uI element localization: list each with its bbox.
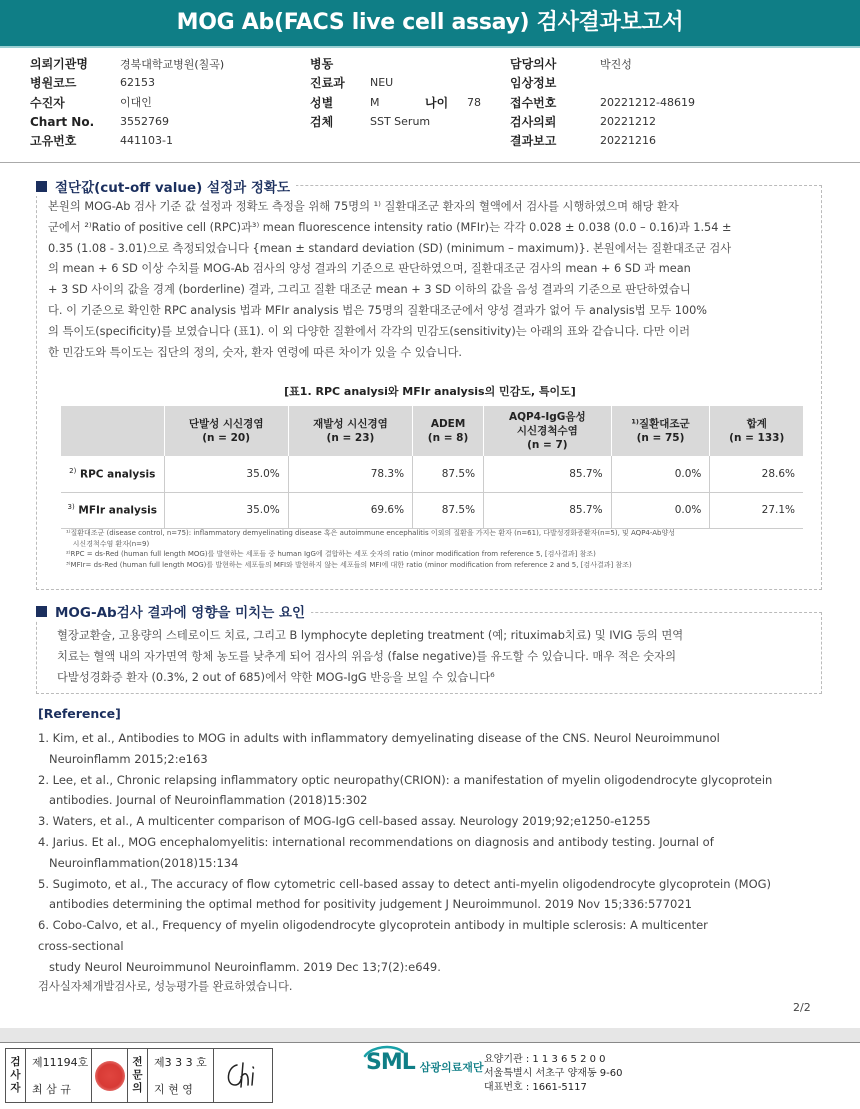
reference-list <box>38 728 828 978</box>
footer-band <box>0 1028 860 1042</box>
info-value: 20221216 <box>600 134 656 148</box>
info-row <box>30 131 830 150</box>
table-cell: 85.7% <box>484 456 612 492</box>
info-value: 20221212-48619 <box>600 95 695 109</box>
header-line: (n = 20) <box>202 432 251 444</box>
examiner-license: 제11194호 <box>32 1056 89 1070</box>
label-char: 전 <box>132 1056 143 1068</box>
reference-item <box>38 811 828 832</box>
paragraph-line: + 3 SD 사이의 값을 경계 (borderline) 결과, 그리고 질환 대조군 mean + 3 SD 이하의 값을 음성 결과의 기준으로 판단하였습니 <box>48 283 691 297</box>
paragraph-line: 의 특이도(specificity)를 보였습니다 (표1). 이 외 다양한 질환에서 각각의 민감도(sensitivity)는 아래의 표와 같습니다. 다만 이러 <box>48 324 691 338</box>
section1-heading <box>36 176 296 196</box>
footnote: ²⁾RPC = ds-Red (human full length MOG)를 발현하는 세포들 중 human IgG에 결합하는 세포 숫자의 ratio (minor modification from reference 5, [검사결과] 참조) <box>66 550 596 558</box>
row-label <box>61 456 164 492</box>
section2-paragraph <box>57 626 817 688</box>
table-row <box>61 456 803 492</box>
table-cell: 35.0% <box>164 492 288 528</box>
footer-divider <box>0 1042 860 1043</box>
paragraph-line: 혈장교환술, 고용량의 스테로이드 치료, 그리고 B lymphocyte depleting treatment (예; rituximab치료) 및 IVIG 등의 면역 <box>57 629 684 642</box>
header-line: (n = 8) <box>427 432 469 444</box>
org-name: 삼광의료재단 <box>419 1061 484 1074</box>
footnote: ¹⁾질환대조군 (disease control, n=75): inflammatory demyelinating disease 혹은 autoimmune encephalitis 이외의 질환을 가지는 환자 (n=61), 다발성경화증환자(n=5), 및 AQP4-Ab양성 <box>66 529 675 537</box>
info-label: 담당의사 <box>510 57 557 72</box>
org-line: 요양기관 : 1 1 3 6 5 2 0 0 <box>484 1054 606 1065</box>
table-cell: 35.0% <box>164 456 288 492</box>
header-line: (n = 75) <box>636 432 685 444</box>
info-label: 나이 <box>425 95 449 110</box>
square-bullet-icon <box>36 606 47 617</box>
info-label: 임상정보 <box>510 76 557 91</box>
table-cell: 85.7% <box>484 492 612 528</box>
header-line: 단발성 시신경염 <box>188 418 264 430</box>
header-line: ¹⁾질환대조군 <box>631 418 690 430</box>
org-line: 서울특별시 서초구 양재동 9-60 <box>484 1068 623 1079</box>
info-value: NEU <box>370 76 394 90</box>
row-label <box>61 492 164 528</box>
header-blank <box>61 406 164 456</box>
table-cell: 87.5% <box>413 492 484 528</box>
info-label: 검사의뢰 <box>510 115 557 130</box>
info-divider <box>0 162 860 163</box>
patient-info <box>30 54 830 150</box>
specialist-label <box>128 1049 148 1102</box>
info-value: 441103-1 <box>120 134 173 148</box>
header-line: (n = 7) <box>527 439 568 451</box>
info-value: 3552769 <box>120 115 169 129</box>
examiner-name: 최 삼 규 <box>32 1082 71 1096</box>
info-label: Chart No. <box>30 114 95 129</box>
row-label-text: MFIr analysis <box>78 504 157 517</box>
table-cell: 78.3% <box>288 456 412 492</box>
examiner-info <box>26 1049 92 1102</box>
header-line: ADEM <box>430 418 466 430</box>
header-line: AQP4-IgG음성 <box>508 411 586 423</box>
paragraph-line: 군에서 ²⁾Ratio of positive cell (RPC)과³⁾ mean fluorescence intensity ratio (MFIr)는 각각 0.028 ± 0.038 (0.0 – 0.16)과 1.54 ± <box>48 220 732 234</box>
table-cell: 87.5% <box>413 456 484 492</box>
header-line: 합계 <box>746 418 767 430</box>
completion-note: 검사실자체개발검사로, 성능평가를 완료하였습니다. <box>38 980 293 993</box>
reference-item <box>38 874 828 916</box>
paragraph-line: 본원의 MOG-Ab 검사 기준 값 설정과 정확도 측정을 위해 75명의 ¹⁾ 질환대조군 환자의 혈액에서 검사를 시행하였으며 해당 환자 <box>48 200 679 213</box>
paragraph-line: 한 민감도와 특이도는 집단의 정의, 숫자, 환자 연령에 따른 차이가 있을 수 있습니다. <box>48 345 462 359</box>
report-title: MOG Ab(FACS live cell assay) 검사결과보고서 <box>0 0 860 46</box>
header-line: (n = 133) <box>729 432 785 444</box>
paragraph-line: 0.35 (1.08 - 3.01)으로 측정되었습니다 {mean ± standard deviation (SD) (minimum – maximum)}. 본원에서는 질환대조군 검사 <box>48 241 732 255</box>
info-label: 성별 <box>310 95 334 110</box>
reference-line: study Neurol Neuroimmunol Neuroinflamm. 2019 Dec 13;7(2):e649. <box>38 959 441 974</box>
reference-line: 3. Waters, et al., A multicenter comparison of MOG-IgG cell-based assay. Neurology 2019;92;e1250-e1255 <box>38 814 651 829</box>
section1-paragraph <box>48 197 818 363</box>
row-label-text: RPC analysis <box>80 468 156 481</box>
info-label: 병원코드 <box>30 76 77 91</box>
info-label: 의뢰기관명 <box>30 57 88 72</box>
row-sup: 2) <box>69 467 77 475</box>
seal-stamp <box>92 1049 128 1102</box>
table-cell: 69.6% <box>288 492 412 528</box>
info-label: 검체 <box>310 115 334 130</box>
specialist-license: 제3 3 3 호 <box>154 1056 207 1070</box>
specialist-name: 지 현 영 <box>154 1082 193 1096</box>
paragraph-line: 치료는 혈액 내의 자가면역 항체 농도를 낮추게 되어 검사의 위음성 (false negative)를 유도할 수 있습니다. 매우 적은 숫자의 <box>57 649 676 663</box>
column-header <box>164 406 288 456</box>
row-sup: 3) <box>67 503 75 512</box>
signature <box>214 1049 272 1102</box>
table-header-row <box>61 406 803 456</box>
info-row <box>30 93 830 112</box>
info-value: 경북대학교병원(칠곡) <box>120 57 225 71</box>
info-row <box>30 54 830 73</box>
reference-line: 2. Lee, et al., Chronic relapsing inflammatory optic neuropathy(CRION): a manifestation of myelin oligodendrocyte glycoprotein <box>38 772 773 787</box>
column-header <box>710 406 803 456</box>
reference-line: Neuroinflamm 2015;2:e163 <box>38 751 208 766</box>
header-line: (n = 23) <box>326 432 375 444</box>
reference-line: antibodies determining the optimal method for positivity judgement J Neuroimmunol. 2019 Nov 15;336:577021 <box>38 897 692 912</box>
table-cell: 0.0% <box>611 456 710 492</box>
info-value: 78 <box>467 95 481 109</box>
paragraph-line: 다. 이 기준으로 확인한 RPC analysis 법과 MFIr analysis 법은 75명의 질환대조군에서 양성 결과가 없어 두 analysis법 모두 100% <box>48 303 708 317</box>
info-label: 접수번호 <box>510 95 557 110</box>
red-seal-icon <box>95 1061 125 1091</box>
reference-line: 6. Cobo-Calvo, et al., Frequency of myelin oligodendrocyte glycoprotein antibody in multiple sclerosis: A multicenter <box>38 918 708 933</box>
paragraph-line: 다발성경화증 환자 (0.3%, 2 out of 685)에서 약한 MOG-IgG 반응을 보일 수 있습니다⁶ <box>57 670 495 684</box>
reference-line: Neuroinflammation(2018)15:134 <box>38 855 239 870</box>
paragraph-line: 의 mean + 6 SD 이상 수치를 MOG-Ab 검사의 양성 결과의 기준으로 판단하였으며, 질환대조군 검사의 mean + 6 SD 과 mean <box>48 262 691 276</box>
footnote: 시신경척수염 환자(n=9) <box>66 539 150 548</box>
column-header <box>484 406 612 456</box>
info-value: 62153 <box>120 76 155 90</box>
table-footnotes <box>66 528 806 570</box>
info-value: 이대인 <box>120 96 152 110</box>
org-line: 대표번호 : 1661-5117 <box>484 1082 587 1093</box>
table-row <box>61 492 803 528</box>
reference-item <box>38 915 828 977</box>
reference-line: 4. Jarius. Et al., MOG encephalomyelitis: international recommendations on diagnosis and antibody testing. Journal of <box>38 834 714 849</box>
reference-item <box>38 728 828 770</box>
reference-line: 1. Kim, et al., Antibodies to MOG in adults with inflammatory demyelinating disease of the CNS. Neurol Neuroimmunol <box>38 731 720 745</box>
sml-logo <box>366 1049 484 1075</box>
info-label: 결과보고 <box>510 134 557 149</box>
signature-box <box>5 1048 273 1103</box>
logo-arc-icon <box>362 1044 406 1058</box>
info-value: 박진성 <box>600 57 632 71</box>
info-row <box>30 112 830 131</box>
info-value: M <box>370 95 380 109</box>
table-cell: 27.1% <box>710 492 803 528</box>
info-label: 수진자 <box>30 95 65 110</box>
org-info <box>484 1053 623 1095</box>
page-number: 2/2 <box>793 1001 811 1014</box>
logo-text: SML <box>366 1049 415 1075</box>
label-char: 문 <box>132 1069 143 1081</box>
section2-heading <box>36 601 311 621</box>
reference-line: cross-sectional <box>38 938 124 953</box>
square-bullet-icon <box>36 181 47 192</box>
header-line: 재발성 시신경염 <box>313 418 388 430</box>
reference-item <box>38 770 828 812</box>
header-line: 시신경척수염 <box>516 425 578 437</box>
label-char: 검 <box>10 1056 21 1068</box>
label-char: 자 <box>10 1082 21 1094</box>
reference-line: 5. Sugimoto, et al., The accuracy of flow cytometric cell-based assay to detect anti-myelin oligodendrocyte glycoprotein (MOG) <box>38 876 772 891</box>
table-cell: 28.6% <box>710 456 803 492</box>
section1-title: 절단값(cut-off value) 설정과 정확도 <box>55 180 290 196</box>
reference-line: antibodies. Journal of Neuroinflammation (2018)15:302 <box>38 793 368 808</box>
info-label: 진료과 <box>310 76 345 91</box>
info-label: 고유번호 <box>30 134 77 149</box>
label-char: 사 <box>10 1069 21 1081</box>
table-title: [표1. RPC analysi와 MFIr analysis의 민감도, 특이도] <box>284 385 576 398</box>
info-value: SST Serum <box>370 115 431 129</box>
column-header <box>413 406 484 456</box>
table-cell: 0.0% <box>611 492 710 528</box>
column-header <box>611 406 710 456</box>
sensitivity-table <box>61 406 803 529</box>
info-label: 병동 <box>310 57 334 72</box>
label-char: 의 <box>132 1082 143 1094</box>
title-underline <box>0 46 860 48</box>
reference-heading: [Reference] <box>38 706 121 721</box>
info-row <box>30 73 830 92</box>
column-header <box>288 406 412 456</box>
section2-title: MOG-Ab검사 결과에 영향을 미치는 요인 <box>55 605 306 621</box>
specialist-info <box>148 1049 214 1102</box>
footnote: ³⁾MFIr= ds-Red (human full length MOG)를 발현하는 세포들의 MFI와 발현하지 않는 세포들의 MFI에 대한 ratio (minor modification from reference 2 and 5, [검사결과] 참조) <box>66 560 632 569</box>
signature-icon <box>223 1059 263 1093</box>
info-value: 20221212 <box>600 115 656 129</box>
sml-mark <box>366 1050 415 1075</box>
examiner-label <box>6 1049 26 1102</box>
reference-item <box>38 832 828 874</box>
